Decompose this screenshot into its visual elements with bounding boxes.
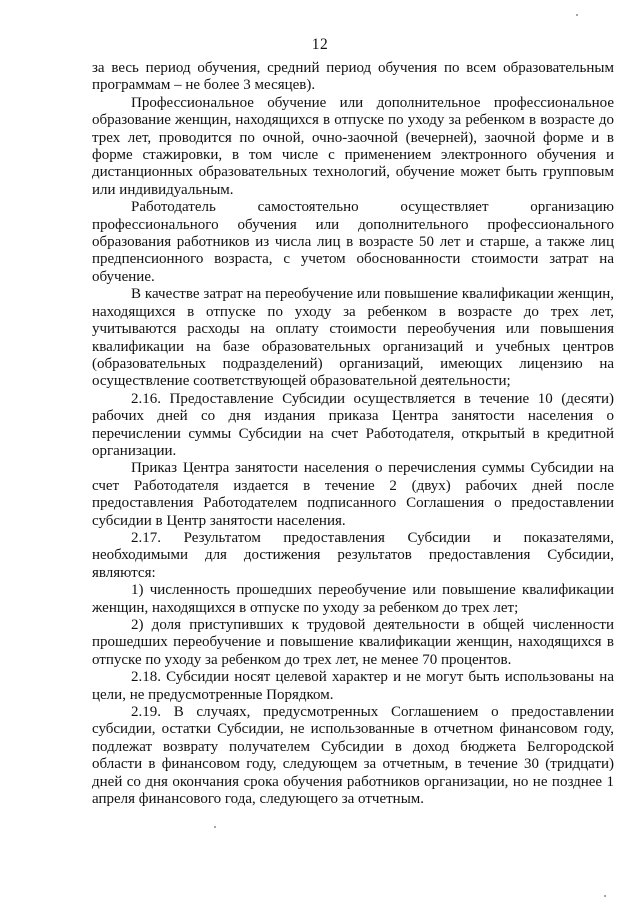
paragraph-2-19: 2.19. В случаях, предусмотренных Соглашением о предоставлении субсидии, остатки Субсидии, не использованные в отчетном финансовом году, подлежат возврату получателем Субсидии в доход бюджета Белгородской области в финансовом году, следующем за отчетным, в течение 30 (тридцати) дней со дня окончания срока обучения работников организации, но не позднее 1 апреля финансового года, следующего за отчетным.: [92, 704, 614, 808]
paragraph-2-16: 2.16. Предоставление Субсидии осуществляется в течение 10 (десяти) рабочих дней со дня издания приказа Центра занятости населения о перечислении суммы Субсидии на счет Работодателя, открытый в кредитной организации.: [92, 390, 614, 459]
paragraph-order-issue: Приказ Центра занятости населения о перечисления суммы Субсидии на счет Работодателя издается в течение 2 (двух) рабочих дней после предоставления Работодателем подписанного Соглашения о предоставлении субсидии в Центр занятости населения.: [92, 460, 614, 529]
paragraph-2-18: 2.18. Субсидии носят целевой характер и не могут быть использованы на цели, не предусмотренные Порядком.: [92, 669, 614, 703]
scan-speck: [576, 14, 578, 16]
list-item-1: 1) численность прошедших переобучение или повышение квалификации женщин, находящихся в отпуске по уходу за ребенком до трех лет;: [92, 582, 614, 616]
paragraph-training-forms: Профессиональное обучение или дополнительное профессиональное образование женщин, находящихся в отпуске по уходу за ребенком в возрасте до трех лет, проводится по очной, очно-заочной (вечерней), заочной форме и в форме стажировки, в том числе с применением электронного обучения и дистанционных образовательных технологий, обучение может быть групповым или индивидуальным.: [92, 94, 614, 198]
scan-speck: [214, 826, 216, 828]
page-number: 12: [311, 36, 329, 53]
list-item-2: 2) доля приступивших к трудовой деятельности в общей численности прошедших переобучение и повышение квалификации женщин, находящихся в отпуске по уходу за ребенком до трех лет, не менее 70 процентов.: [92, 617, 614, 668]
paragraph-employer-organization: Работодатель самостоятельно осуществляет организацию профессионального обучения или дополнительного профессионального образования работников из числа лиц в возрасте 50 лет и старше, а также лиц предпенсионного возраста, с учетом обоснованности стоимости затрат на обучение.: [92, 199, 614, 285]
paragraph-training-costs: В качестве затрат на переобучение или повышение квалификации женщин, находящихся в отпуске по уходу за ребенком в возрасте до трех лет, учитываются расходы на оплату стоимости переобучения или повышения квалификации на базе образовательных организаций и учебных центров (образовательных подразделений) организаций, имеющих лицензию на осуществление соответствующей образовательной деятельности;: [92, 286, 614, 390]
paragraph-2-17: 2.17. Результатом предоставления Субсидии и показателями, необходимыми для достижения результатов предоставления Субсидии, являются:: [92, 529, 614, 581]
scan-speck: [604, 895, 606, 897]
paragraph-continuation: за весь период обучения, средний период обучения по всем образовательным программам – не более 3 месяцев).: [92, 60, 614, 94]
document-body: [92, 60, 614, 808]
